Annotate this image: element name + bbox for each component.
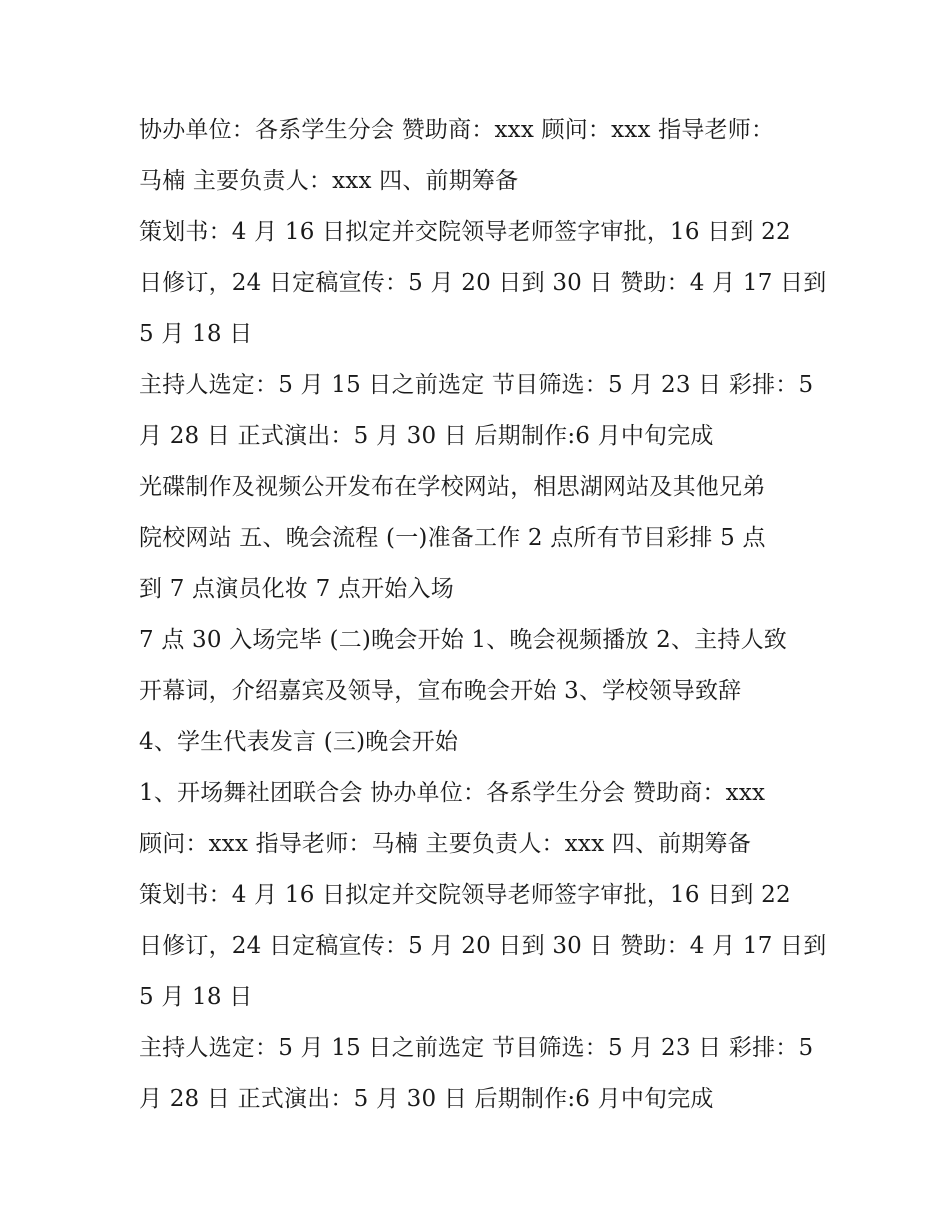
text-line: 5 月 18 日 [139,321,253,347]
text-line: 日修订，24 日定稿宣传：5 月 20 日到 30 日 赞助：4 月 17 日到 [139,270,827,296]
text-line: 日修订，24 日定稿宣传：5 月 20 日到 30 日 赞助：4 月 17 日到 [139,933,827,959]
text-line: 院校网站 五、晚会流程 (一)准备工作 2 点所有节目彩排 5 点 [139,525,766,551]
text-line: 马楠 主要负责人：xxx 四、前期筹备 [139,168,519,194]
document-body [139,105,839,1125]
text-line: 主持人选定：5 月 15 日之前选定 节目筛选：5 月 23 日 彩排：5 [139,372,814,398]
text-line: 7 点 30 入场完毕 (二)晚会开始 1、晚会视频播放 2、主持人致 [139,627,787,653]
text-line: 策划书：4 月 16 日拟定并交院领导老师签字审批，16 日到 22 [139,219,791,245]
text-line: 光碟制作及视频公开发布在学校网站，相思湖网站及其他兄弟 [139,474,766,500]
text-line: 到 7 点演员化妆 7 点开始入场 [139,576,454,602]
text-line: 协办单位：各系学生分会 赞助商：xxx 顾问：xxx 指导老师： [139,117,775,143]
text-line: 顾问：xxx 指导老师：马楠 主要负责人：xxx 四、前期筹备 [139,831,751,857]
text-line: 月 28 日 正式演出：5 月 30 日 后期制作:6 月中旬完成 [139,423,714,449]
text-line: 主持人选定：5 月 15 日之前选定 节目筛选：5 月 23 日 彩排：5 [139,1035,814,1061]
text-line: 4、学生代表发言 (三)晚会开始 [139,729,459,755]
text-line: 策划书：4 月 16 日拟定并交院领导老师签字审批，16 日到 22 [139,882,791,908]
text-line: 1、开场舞社团联合会 协办单位：各系学生分会 赞助商：xxx [139,780,766,806]
text-line: 开幕词，介绍嘉宾及领导，宣布晚会开始 3、学校领导致辞 [139,678,742,704]
text-line: 5 月 18 日 [139,984,253,1010]
text-line: 月 28 日 正式演出：5 月 30 日 后期制作:6 月中旬完成 [139,1086,714,1112]
